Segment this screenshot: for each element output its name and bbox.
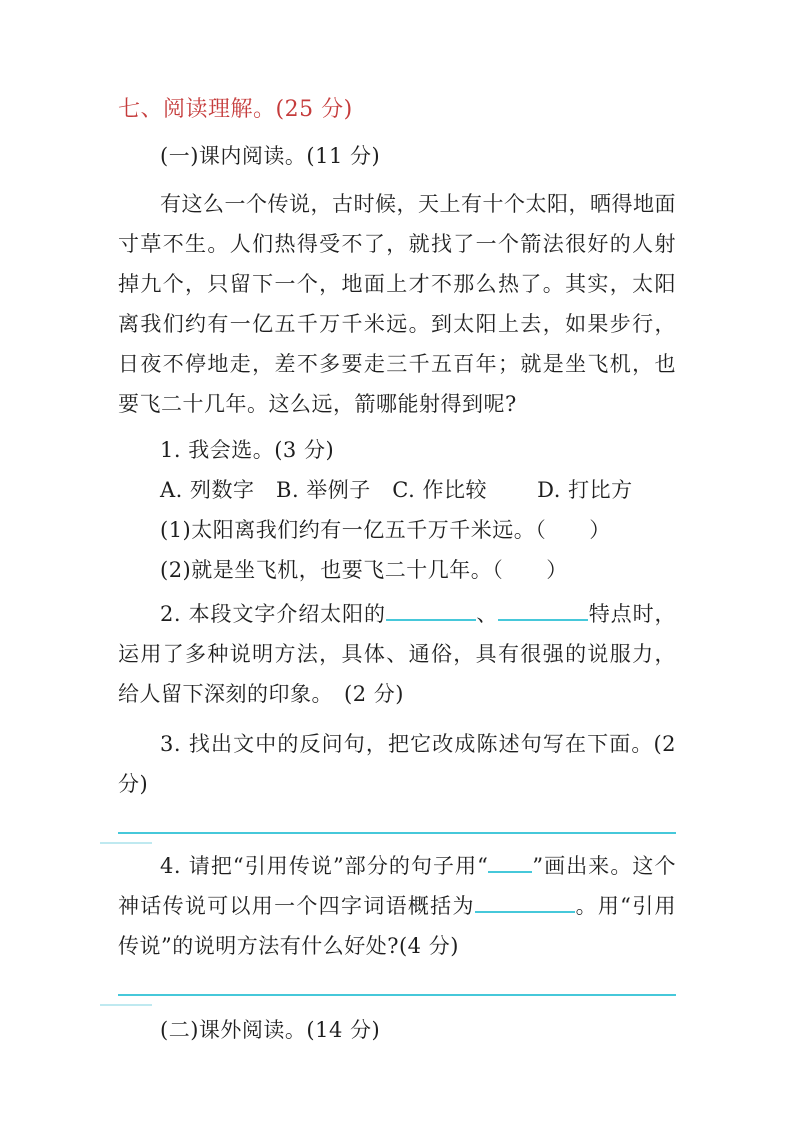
q4-blank-inline (488, 855, 532, 873)
q1-subitem-2: (2)就是坐飞机，也要飞二十几年。（ ） (160, 558, 568, 582)
q2-text-part1: 2. 本段文字介绍太阳的 (160, 602, 386, 626)
q2-blank-2 (498, 603, 588, 621)
reading-passage: 有这么一个传说，古时候，天上有十个太阳，晒得地面寸草不生。人们热得受不了，就找了一个箭法很好的人射掉九个，只留下一个，地面上才不那么热了。其实，太阳离我们约有一亿五千万千米远。到太阳上去，如果步行，日夜不停地走，差不多要走三千五百年；就是坐飞机，也要飞二十几年。这么远，箭哪能射得到呢? (118, 192, 676, 416)
q4-text-part2: ”画出来。这个神话传说可以用一个四字词语概括为 (118, 854, 676, 918)
section-heading: 七、阅读理解。(25 分) (118, 97, 353, 122)
q1-options: A. 列数字 B. 举例子 C. 作比较 D. 打比方 (160, 478, 633, 502)
q2-text (118, 594, 676, 714)
q3-answer-line (118, 832, 676, 834)
q2-text-separator: 、 (475, 602, 499, 626)
q4-blank-idiom (475, 895, 575, 913)
q3-text: 3. 找出文中的反问句，把它改成陈述句写在下面。(2 分) (118, 732, 676, 796)
q2-blank-1 (386, 603, 476, 621)
q1-stem: 1. 我会选。(3 分) (160, 438, 335, 462)
q4-text (118, 846, 676, 966)
q2-text-part2: 特点时，运用了多种说明方法，具体、通俗，具有很强的说服力，给人留下深刻的印象。 (2 分) (118, 602, 677, 706)
q4-text-part3: 。用“引用传说”的说明方法有什么好处?(4 分) (118, 894, 676, 958)
q4-answer-line (118, 994, 676, 996)
subsection-1-heading: (一)课内阅读。(11 分) (160, 144, 381, 168)
q1-subitem-1: (1)太阳离我们约有一亿五千万千米远。（ ） (160, 518, 611, 542)
subsection-2-heading: (二)课外阅读。(14 分) (160, 1018, 381, 1042)
q4-text-part1: 4. 请把“引用传说”部分的句子用“ (160, 854, 489, 878)
